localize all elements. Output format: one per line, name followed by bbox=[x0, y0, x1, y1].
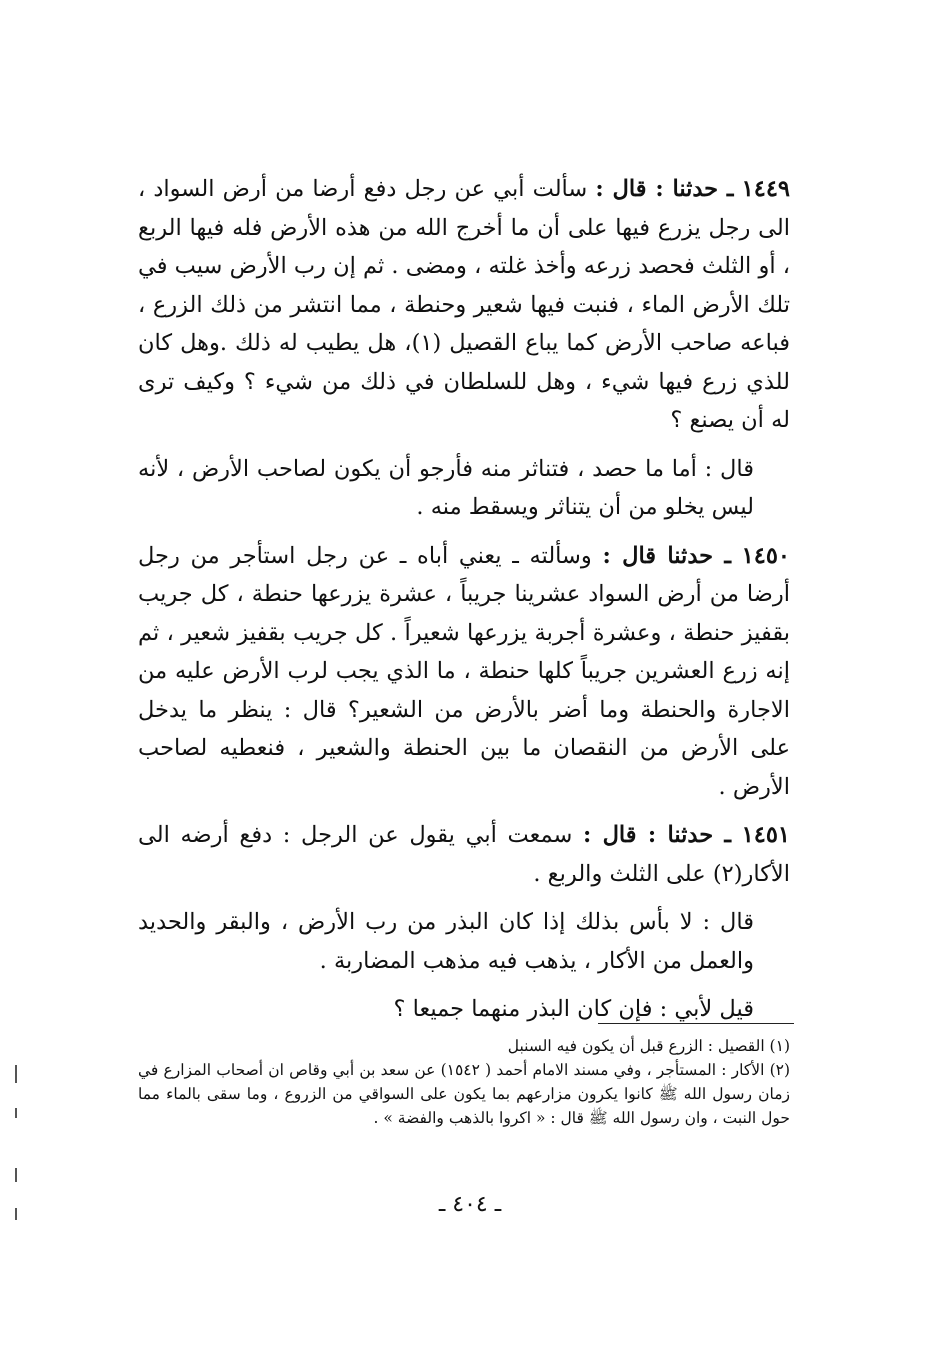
hadith-number: ١٤٥١ bbox=[741, 822, 791, 848]
paragraph-lead: ـ حدثنا : قال : bbox=[595, 176, 734, 202]
paragraph-text: قال : أما ما حصد ، فتناثر منه فأرجو أن يكون لصاحب الأرض ، لأنه ليس يخلو من أن يتناثر ويسقط منه . bbox=[138, 455, 754, 520]
paragraph-1449 bbox=[138, 170, 790, 440]
hadith-number: ١٤٥٠ bbox=[741, 542, 790, 569]
paragraph-1451 bbox=[138, 816, 790, 893]
paragraph-lead: ـ حدثنا : قال : bbox=[582, 822, 732, 848]
paragraph-text: قال : لا بأس بذلك إذا كان البذر من رب الأرض ، والبقر والحديد والعمل من الأكار ، يذهب فيه مذهب المضاربة . bbox=[138, 909, 754, 974]
hadith-number: ١٤٤٩ bbox=[741, 176, 791, 202]
paragraph-text: سمعت أبي يقول عن الرجل : دفع أرضه الى الأكار(٢) على الثلث والربع . bbox=[138, 822, 790, 887]
scan-edge-mark bbox=[15, 1208, 17, 1220]
scan-edge-mark bbox=[15, 1108, 17, 1118]
scan-edge-mark bbox=[15, 1065, 17, 1083]
paragraph-text: قيل لأبي : فإن كان البذر منهما جميعا ؟ bbox=[393, 996, 754, 1022]
main-text bbox=[138, 170, 790, 1039]
paragraph-1450 bbox=[138, 537, 790, 807]
paragraph-text: سألت أبي عن رجل دفع أرضا من أرض السواد ، الى رجل يزرع فيها على أن ما أخرج الله من هذه الأرض فله فيها الربع ، أو الثلث فحصد زرعه وأخذ غلته ، ومضى . ثم إن رب الأرض سيب في تلك الأرض الماء ، فنبت فيها شعير وحنطة ، مما انتشر من ذلك الزرع ، فباعه صاحب الأرض كما يباع القصيل (١)، هل يطيب له ذلك .وهل كان للذي زرع فيها شيء ، وهل للسلطان في ذلك من شيء ؟ وكيف ترى له أن يصنع ؟ bbox=[138, 176, 791, 433]
scan-edge-mark bbox=[15, 1168, 17, 1182]
footnote-1: (١) القصيل : الزرع قبل أن يكون فيه السنبل bbox=[507, 1037, 790, 1055]
paragraph-lead: ـ حدثنا قال : bbox=[602, 542, 731, 569]
footnotes bbox=[138, 1034, 790, 1130]
page-number: ـ ٤٠٤ ـ bbox=[438, 1192, 502, 1217]
paragraph-answer-1451 bbox=[138, 903, 790, 980]
paragraph-answer-1449 bbox=[138, 450, 790, 527]
paragraph-text: وسألته ـ يعني أباه ـ عن رجل استأجر من رجل أرضا من أرض السواد عشرينا جريباً ، عشرة يزرعها حنطة ، كل جريب بقفيز حنطة ، وعشرة أجربة يزرعها شعيراً . كل جريب بقفيز شعير ، ثم إنه زرع العشرين جريباً كلها حنطة ، ما الذي يجب لرب الأرض عليه من الاجارة والحنطة وما أضر بالأرض من الشعير؟ قال : ينظر ما يدخل على الأرض من النقصان ما بين الحنطة والشعير ، فنعطيه لصاحب الأرض . bbox=[138, 542, 790, 800]
footnote-2: (٢) الأكار : المستأجر ، وفي مسند الامام أحمد ( ١٥٤٢) عن سعد بن أبي وقاص ان أصحاب المزارع في زمان رسول الله ﷺ كانوا يكرون مزارعهم بما يكون على السواقي من الزروع ، وما سقى بالماء مما حول النبت ، وان رسول الله ﷺ قال : « اكروا بالذهب والفضة » . bbox=[138, 1061, 791, 1127]
footnote-divider bbox=[598, 1023, 794, 1024]
